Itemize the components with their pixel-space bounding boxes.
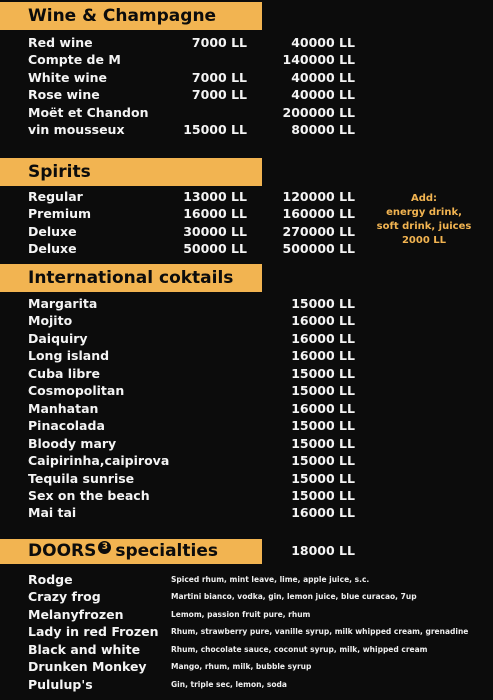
cocktail-item (0, 295, 493, 312)
item-name: Long island (28, 348, 110, 364)
add-note-line: Add: (410, 193, 438, 204)
section-title-cocktails: International coktails (0, 264, 262, 292)
cocktail-item (0, 365, 493, 382)
item-price: 15000 LL (291, 418, 355, 434)
item-name: Crazy frog (28, 589, 101, 605)
item-price: 16000 LL (291, 348, 355, 364)
wine-item (0, 34, 493, 51)
cocktail-item (0, 400, 493, 417)
item-name: Drunken Monkey (28, 659, 147, 675)
glass-price: 7000 LL (191, 87, 247, 103)
item-name: Daiquiry (28, 330, 88, 346)
item-name: Lady in red Frozen (28, 624, 159, 640)
item-name: Caipirinha,caipirova (28, 453, 170, 469)
item-name: Black and white (28, 641, 141, 657)
item-name: Bloody mary (28, 435, 117, 451)
bottle-price: 160000 LL (282, 206, 355, 222)
specialties-title-prefix: DOORS (28, 541, 97, 561)
glass-price: 7000 LL (191, 35, 247, 50)
bottle-price: 500000 LL (282, 241, 355, 257)
bottle-price: 200000 LL (282, 104, 355, 120)
item-price: 15000 LL (291, 487, 355, 503)
specialty-item (0, 623, 493, 640)
wine-item (0, 69, 493, 86)
item-price: 16000 LL (291, 330, 355, 346)
item-name: Red wine (28, 35, 93, 50)
item-name: Mai tai (28, 505, 77, 521)
item-name: Rodge (28, 572, 73, 587)
cocktail-item (0, 470, 493, 487)
item-name: Tequila sunrise (28, 470, 135, 486)
specialty-item (0, 676, 493, 693)
cocktail-item (0, 312, 493, 329)
item-name: Regular (28, 189, 83, 204)
specialties-badge: 3 (98, 541, 111, 554)
cocktail-item (0, 435, 493, 452)
specialty-item (0, 588, 493, 605)
item-name: vin mousseux (28, 122, 125, 137)
wine-item (0, 86, 493, 103)
item-description: Mango, rhum, milk, bubble syrup (171, 662, 312, 672)
item-name: Rose wine (28, 87, 100, 103)
item-description: Lemom, passion fruit pure, rhum (171, 609, 311, 619)
item-name: Mojito (28, 313, 73, 329)
cocktail-item (0, 382, 493, 399)
item-description: Martini bianco, vodka, gin, lemon juice, blue curacao, 7up (171, 592, 417, 602)
item-description: Rhum, chocolate sauce, coconut syrup, milk, whipped cream (171, 644, 428, 654)
item-price: 16000 LL (291, 505, 355, 521)
item-name: Deluxe (28, 241, 77, 257)
item-price: 16000 LL (291, 400, 355, 416)
item-name: Cuba libre (28, 365, 100, 381)
bottle-price: 120000 LL (282, 189, 355, 204)
glass-price: 13000 LL (183, 189, 247, 204)
specialties-title-suffix: specialties (115, 541, 218, 561)
specialty-item (0, 641, 493, 658)
item-price: 15000 LL (291, 365, 355, 381)
item-name: Manhatan (28, 400, 99, 416)
section-title-wine: Wine & Champagne (0, 2, 262, 30)
item-price: 15000 LL (291, 296, 355, 311)
item-name: Pululup's (28, 676, 93, 692)
glass-price: 15000 LL (183, 122, 247, 137)
item-name: Cosmopolitan (28, 383, 125, 399)
add-note (368, 192, 480, 248)
item-description: Gin, triple sec, lemon, soda (171, 679, 287, 689)
specialties-price: 18000 LL (291, 543, 355, 558)
bottle-price: 140000 LL (282, 52, 355, 68)
section-title-spirits: Spirits (0, 158, 262, 186)
glass-price: 16000 LL (183, 206, 247, 222)
specialty-item (0, 571, 493, 588)
item-name: Premium (28, 206, 92, 222)
item-name: Sex on the beach (28, 487, 150, 503)
cocktail-item (0, 452, 493, 469)
add-note-line: 2000 LL (401, 235, 447, 246)
item-price: 15000 LL (291, 470, 355, 486)
specialty-item (0, 606, 493, 623)
item-price: 15000 LL (291, 383, 355, 399)
item-price: 15000 LL (291, 435, 355, 451)
bottle-price: 40000 LL (291, 87, 355, 103)
glass-price: 30000 LL (183, 223, 247, 239)
wine-item (0, 104, 493, 121)
item-description: Rhum, strawberry pure, vanille syrup, milk whipped cream, grenadine (171, 627, 469, 637)
cocktail-item (0, 504, 493, 521)
item-price: 15000 LL (291, 453, 355, 469)
wine-item (0, 121, 493, 138)
wine-item (0, 51, 493, 68)
cocktail-item (0, 417, 493, 434)
item-name: Deluxe (28, 223, 77, 239)
glass-price: 7000 LL (191, 69, 247, 85)
item-name: Melanyfrozen (28, 606, 124, 622)
add-note-line: energy drink, (386, 207, 462, 218)
bottle-price: 40000 LL (291, 69, 355, 85)
cocktail-item (0, 330, 493, 347)
item-name: Moët et Chandon (28, 104, 149, 120)
add-note-line: soft drink, juices (376, 221, 472, 232)
item-price: 16000 LL (291, 313, 355, 329)
bottle-price: 270000 LL (282, 223, 355, 239)
bottle-price: 40000 LL (291, 35, 355, 50)
cocktail-item (0, 487, 493, 504)
item-description: Spiced rhum, mint leave, lime, apple juice, s.c. (171, 575, 370, 584)
item-name: Margarita (28, 296, 98, 311)
item-name: White wine (28, 69, 107, 85)
item-name: Pinacolada (28, 418, 105, 434)
item-name: Compte de M (28, 52, 121, 68)
specialty-item (0, 658, 493, 675)
cocktail-item (0, 347, 493, 364)
bottle-price: 80000 LL (291, 122, 355, 137)
section-title-specialties (0, 539, 262, 564)
glass-price: 50000 LL (183, 241, 247, 257)
